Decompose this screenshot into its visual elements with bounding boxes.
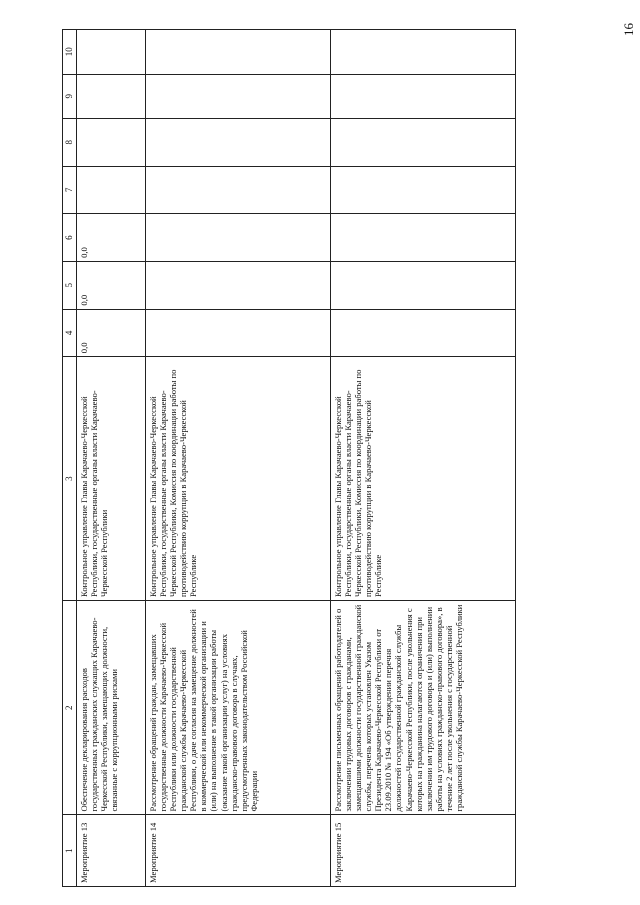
value-cell <box>330 261 515 309</box>
header-cell: 2 <box>63 600 77 815</box>
value-cell <box>145 309 330 357</box>
header-cell: 6 <box>63 214 77 262</box>
value-cell <box>330 214 515 262</box>
header-cell: 9 <box>63 74 77 118</box>
value-cell <box>145 214 330 262</box>
table-row <box>145 30 330 887</box>
value-cell: 0,0 <box>76 309 145 357</box>
value-cell <box>76 118 145 166</box>
measure-code: Мероприятие 15 <box>330 815 515 887</box>
header-cell: 1 <box>63 815 77 887</box>
measure-description: Обеспечение декларирования расходов государственных гражданских служащих Карачаево-Черкесской Республики, замещающих должности, связанные с коррупционными рисками <box>76 600 145 815</box>
header-cell: 10 <box>63 30 77 75</box>
value-cell <box>145 74 330 118</box>
table-header-row <box>63 30 77 887</box>
header-cell: 5 <box>63 261 77 309</box>
measure-description: Рассмотрение письменных обращений работодателей о заключении трудовых договоров с гражданами, замещавшими должности государственной гражданской службы, перечень которых установлен Указом Президента Карачаево-Черкесской Республики от 23.09.2010 № 194 «Об утверждении перечня должностей государственной гражданской службы Карачаево-Черкесской Республики, после увольнения с которых на гражданина налагаются ограничения при заключении им трудового договора и (или) выполнении работы на условиях гражданско-правового договора», в течение 2 лет после увольнения с государственной гражданской службы Карачаево-Черкесской Республики <box>330 600 515 815</box>
measures-table <box>62 29 516 887</box>
table-row <box>76 30 145 887</box>
value-cell <box>330 309 515 357</box>
value-cell <box>330 30 515 75</box>
value-cell <box>330 166 515 214</box>
table-row <box>330 30 515 887</box>
value-cell: 0,0 <box>76 214 145 262</box>
value-cell: 0,0 <box>76 261 145 309</box>
header-cell: 4 <box>63 309 77 357</box>
value-cell <box>76 74 145 118</box>
measure-executor: Контрольное управление Главы Карачаево-Черкесской Республики, государственные органы власти Карачаево-Черкесской Республики, Комиссия по координации работы по противодействию коррупции в Карачаево-Черкесской Республике <box>330 357 515 601</box>
value-cell <box>145 261 330 309</box>
value-cell <box>145 30 330 75</box>
value-cell <box>330 118 515 166</box>
header-cell: 7 <box>63 166 77 214</box>
value-cell <box>76 166 145 214</box>
measure-code: Мероприятие 13 <box>76 815 145 887</box>
measure-executor: Контрольное управление Главы Карачаево-Черкесской Республики, государственные органы власти Карачаево-Черкесской Республики <box>76 357 145 601</box>
page-number: 16 <box>621 23 636 36</box>
measure-description: Рассмотрение обращений граждан, замещавших государственные должности Карачаево-Черкесской Республики или должности государственной гражданской службы Карачаево-Черкесской Республики, о даче согласия на замещение должностей в коммерческой или некоммерческой организации и (или) на выполнение в такой организации работы (оказание такой организации услуг) на условиях гражданско-правового договора в случаях, предусмотренных законодательством Российской Федерации <box>145 600 330 815</box>
value-cell <box>145 166 330 214</box>
value-cell <box>330 74 515 118</box>
measure-code: Мероприятие 14 <box>145 815 330 887</box>
value-cell <box>76 30 145 75</box>
header-cell: 3 <box>63 357 77 601</box>
measure-executor: Контрольное управление Главы Карачаево-Черкесской Республики, государственные органы власти Карачаево-Черкесской Республики, Комиссия по координации работы по противодействию коррупции в Карачаево-Черкесской Республике <box>145 357 330 601</box>
header-cell: 8 <box>63 118 77 166</box>
value-cell <box>145 118 330 166</box>
